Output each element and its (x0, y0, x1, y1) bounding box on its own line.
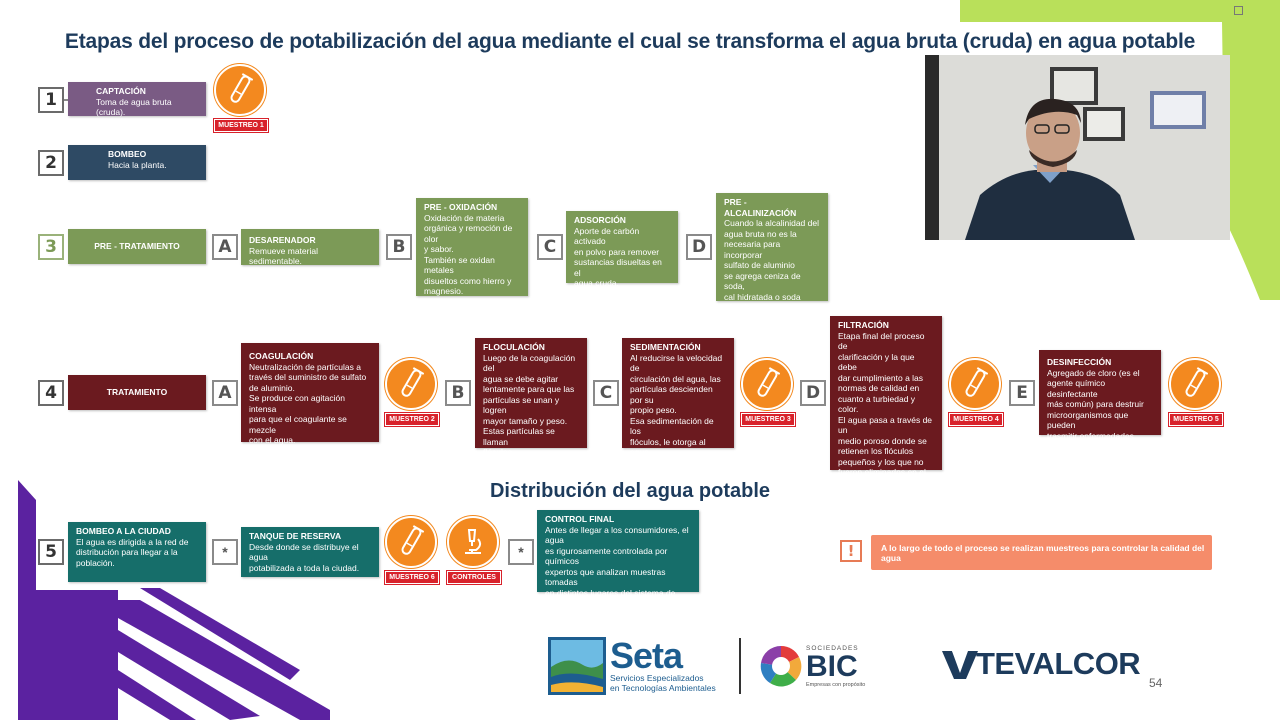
floculacion-text: Luego de la coagulación del agua se debe agitar lentamente para que las partículas se unan y logren mayor tamaño y peso. Estas partículas se llaman flóculos. (483, 352, 576, 457)
quality-note: A lo largo de todo el proceso se realizan muestreos para controlar la calidad del agua (871, 535, 1212, 570)
pre-oxidacion-title: PRE - OXIDACIÓN (424, 202, 498, 212)
step-3-number: 3 (38, 234, 64, 260)
sedimentacion-box (622, 338, 734, 468)
bombeo-box (68, 145, 206, 180)
controls-tag: CONTROLES (447, 571, 501, 584)
seta-logo (548, 636, 738, 696)
bic-logo-mark (758, 643, 804, 689)
seta-name: Seta (610, 635, 683, 676)
letter-c-trat: C (593, 380, 619, 406)
tanque-reserva-title: TANQUE DE RESERVA (249, 531, 342, 541)
tevalcor-name: TEVALCOR (976, 646, 1141, 681)
star-marker: * (212, 539, 238, 565)
desinfeccion-box (1039, 350, 1161, 441)
letter-b-pre: B (386, 234, 412, 260)
pre-alcalinizacion-title: PRE - ALCALINIZACIÓN (724, 197, 797, 218)
microscope-icon (447, 516, 499, 568)
star-marker: * (508, 539, 534, 565)
letter-c-pre: C (537, 234, 563, 260)
sample-3 (741, 358, 795, 430)
webcam-scene (925, 55, 1230, 240)
tratamiento-title: TRATAMIENTO (106, 387, 168, 398)
captacion-box (68, 82, 206, 116)
coagulacion-title: COAGULACIÓN (249, 351, 314, 361)
letter-b-trat: B (445, 380, 471, 406)
page-title: Etapas del proceso de potabilización del agua mediante el cual se transforma el agua bruta (cruda) en agua potable (64, 30, 1196, 53)
captacion-title: CAPTACIÓN (96, 86, 146, 96)
sample-5 (1169, 358, 1223, 430)
test-tube-icon (214, 64, 266, 116)
bic-name: BIC (806, 649, 858, 683)
desarenador-title: DESARENADOR (249, 235, 316, 245)
test-tube-icon (949, 358, 1001, 410)
tevalcor-mark (942, 649, 978, 679)
step-1-number: 1 (38, 87, 64, 113)
pre-oxidacion-text: Oxidación de materia orgánica y remoción de olor y sabor. También se oxidan metales disueltos como hierro y magnesio. (424, 212, 513, 296)
pre-oxidacion-box (416, 198, 528, 296)
pre-tratamiento-title: PRE - TRATAMIENTO (94, 241, 180, 252)
floculacion-title: FLOCULACIÓN (483, 342, 545, 352)
bombeo-ciudad-text: El agua es dirigida a la red de distribución para llegar a la población. (76, 536, 189, 568)
filtracion-title: FILTRACIÓN (838, 320, 889, 330)
sample-5-tag: MUESTREO 5 (1169, 413, 1223, 426)
logo-divider (739, 638, 741, 694)
sample-2-tag: MUESTREO 2 (385, 413, 439, 426)
test-tube-icon (1169, 358, 1221, 410)
filtracion-text: Etapa final del proceso de clarificación y la que debe dar cumplimiento a las normas de calidad en cuanto a turbiedad y color. El agua pasa a través de un medio poroso donde se retienen los flóculos pequeños y los que no fueron eliminados en el sedimentador. (838, 330, 933, 488)
sample-1 (214, 64, 268, 136)
sedimentacion-text: Al reducirse la velocidad de circulación del agua, las partículas descienden por su propio peso. Esa sedimentación de los flóculos, le otorga al agua mayor claridad. (630, 352, 723, 468)
bic-tag: Empresas con propósito (806, 681, 866, 688)
bombeo-ciudad-title: BOMBEO A LA CIUDAD (76, 526, 171, 536)
coagulacion-text: Neutralización de partículas a través del suministro de sulfato de aluminio. Se produce con agitación intensa para que el coagulante se mezcle con el agua. (249, 361, 367, 445)
seta-line2: en Tecnologías Ambientales (610, 683, 716, 693)
step-2-number: 2 (38, 150, 64, 176)
adsorcion-title: ADSORCIÓN (574, 215, 626, 225)
letter-a-trat: A (212, 380, 238, 406)
sample-4 (949, 358, 1003, 430)
page-number: 54 (1149, 676, 1163, 690)
bombeo-ciudad-box (68, 522, 206, 582)
adsorcion-box (566, 211, 678, 288)
adsorcion-text: Aporte de carbón activado en polvo para remover sustancias disueltas en el agua cruda. (574, 225, 662, 288)
step-5-number: 5 (38, 539, 64, 565)
letter-d-pre: D (686, 234, 712, 260)
sample-6-tag: MUESTREO 6 (385, 571, 439, 584)
pre-tratamiento-box (68, 229, 206, 264)
letter-e-trat: E (1009, 380, 1035, 406)
control-final-box (537, 510, 699, 608)
bic-logo (758, 640, 868, 692)
tanque-reserva-text: Desde donde se distribuye el agua potabilizada a toda la ciudad. (249, 541, 360, 573)
tratamiento-box (68, 375, 206, 410)
desinfeccion-text: Agregado de cloro (es el agente químico desinfectante más común) para destruir microorganismos que pueden trasmitir enfermedades. (1047, 367, 1144, 441)
test-tube-icon (385, 516, 437, 568)
tevalcor-logo (942, 646, 1140, 682)
desarenador-box (241, 229, 379, 265)
floculacion-box (475, 338, 587, 457)
letter-d-trat: D (800, 380, 826, 406)
sample-2 (385, 358, 439, 430)
control-final-text: Antes de llegar a los consumidores, el agua es rigurosamente controlada por químicos expertos que analizan muestras tomadas en distintos lugares del sistema de distribución. (545, 524, 689, 608)
control-final-title: CONTROL FINAL (545, 514, 615, 524)
seta-line1: Servicios Especializados (610, 673, 704, 683)
bombeo-title: BOMBEO (108, 149, 147, 159)
seta-logo-mark (548, 637, 606, 695)
sample-6 (385, 516, 439, 588)
warning-icon: ! (840, 540, 862, 562)
desarenador-text: Remueve material sedimentable. (249, 245, 318, 266)
controls (447, 516, 501, 588)
filtracion-box (830, 316, 942, 488)
sample-1-tag: MUESTREO 1 (214, 119, 268, 132)
captacion-text: Toma de agua bruta (cruda). (96, 96, 172, 117)
sample-4-tag: MUESTREO 4 (949, 413, 1003, 426)
step-4-number: 4 (38, 380, 64, 406)
test-tube-icon (741, 358, 793, 410)
pre-alcalinizacion-box (716, 193, 828, 312)
bombeo-text: Hacia la planta. (108, 159, 167, 170)
sedimentacion-title: SEDIMENTACIÓN (630, 342, 701, 352)
test-tube-icon (385, 358, 437, 410)
pre-alcalinizacion-text: Cuando la alcalinidad del agua bruta no es la necesaria para incorporar sulfato de aluminio se agrega ceniza de soda, cal hidratada o soda cáustica. (724, 218, 819, 312)
desinfeccion-title: DESINFECCIÓN (1047, 357, 1112, 367)
tanque-reserva-box (241, 527, 379, 577)
webcam-video[interactable] (925, 55, 1230, 240)
letter-a-pre: A (212, 234, 238, 260)
restore-window-icon[interactable] (1234, 6, 1243, 15)
distribution-title: Distribución del agua potable (489, 480, 771, 502)
coagulacion-box (241, 343, 379, 445)
sample-3-tag: MUESTREO 3 (741, 413, 795, 426)
bic-top: SOCIEDADES (806, 644, 859, 652)
